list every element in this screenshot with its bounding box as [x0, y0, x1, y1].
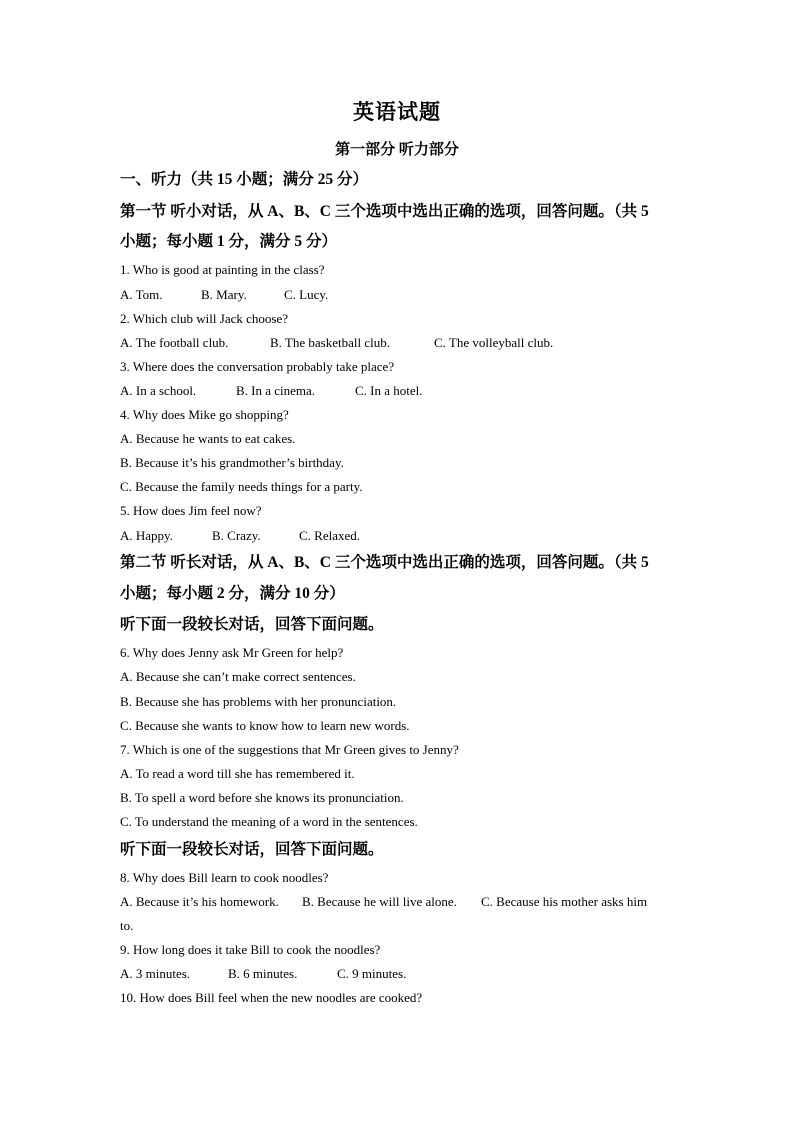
question-9-option-a: A. 3 minutes.: [120, 966, 191, 981]
question-4-option-c: C. Because the family needs things for a party.: [120, 479, 363, 494]
question-4-option-a: A. Because he wants to eat cakes.: [120, 431, 296, 446]
question-6-option-b: B. Because she has problems with her pronunciation.: [120, 694, 397, 709]
question-2-option-a: A. The football club.: [120, 335, 229, 350]
question-7-option-c: C. To understand the meaning of a word in the sentences.: [120, 814, 418, 829]
listen-heading-1: 听下面一段较长对话，回答下面问题。: [120, 616, 384, 633]
question-9-option-b: B. 6 minutes.: [228, 966, 298, 981]
question-2-stem: 2. Which club will Jack choose?: [120, 311, 288, 326]
section1-instruction-line1: 第一节 听小对话，从 A、B、C 三个选项中选出正确的选项，回答问题。（共 5: [120, 203, 649, 220]
question-5-option-b: B. Crazy.: [212, 528, 261, 543]
question-1-option-c: C. Lucy.: [284, 287, 329, 302]
section2-instruction-line1: 第二节 听长对话，从 A、B、C 三个选项中选出正确的选项，回答问题。（共 5: [120, 554, 649, 571]
part-title: 第一部分 听力部分: [335, 142, 459, 158]
question-3-stem: 3. Where does the conversation probably take place?: [120, 359, 395, 374]
question-1-option-b: B. Mary.: [201, 287, 247, 302]
question-8-option-a: A. Because it’s his homework.: [120, 894, 279, 909]
question-6-option-c: C. Because she wants to know how to learn new words.: [120, 718, 410, 733]
section1-instruction-line2: 小题；每小题 1 分，满分 5 分）: [120, 233, 338, 250]
question-3-option-a: A. In a school.: [120, 383, 197, 398]
question-8-option-c: C. Because his mother asks him: [481, 894, 648, 909]
question-5-option-c: C. Relaxed.: [299, 528, 361, 543]
listen-heading-2: 听下面一段较长对话，回答下面问题。: [120, 841, 384, 858]
question-6-stem: 6. Why does Jenny ask Mr Green for help?: [120, 645, 344, 660]
question-5-stem: 5. How does Jim feel now?: [120, 503, 262, 518]
question-6-option-a: A. Because she can’t make correct sentences.: [120, 669, 356, 684]
question-1-option-a: A. Tom.: [120, 287, 163, 302]
question-8-option-b: B. Because he will live alone.: [302, 894, 457, 909]
question-4-stem: 4. Why does Mike go shopping?: [120, 407, 289, 422]
question-3-option-b: B. In a cinema.: [236, 383, 316, 398]
question-7-stem: 7. Which is one of the suggestions that Mr Green gives to Jenny?: [120, 742, 459, 757]
question-8-stem: 8. Why does Bill learn to cook noodles?: [120, 870, 329, 885]
page-title: 英语试题: [353, 100, 441, 124]
question-2-option-c: C. The volleyball club.: [434, 335, 554, 350]
section2-instruction-line2: 小题；每小题 2 分，满分 10 分）: [120, 585, 345, 602]
question-4-option-b: B. Because it’s his grandmother’s birthday.: [120, 455, 344, 470]
question-5-option-a: A. Happy.: [120, 528, 173, 543]
question-1-stem: 1. Who is good at painting in the class?: [120, 262, 325, 277]
question-9-stem: 9. How long does it take Bill to cook the noodles?: [120, 942, 381, 957]
question-7-option-a: A. To read a word till she has remembered it.: [120, 766, 355, 781]
question-8-option-c-continued: to.: [120, 918, 134, 933]
question-3-option-c: C. In a hotel.: [355, 383, 423, 398]
question-9-option-c: C. 9 minutes.: [337, 966, 407, 981]
question-7-option-b: B. To spell a word before she knows its pronunciation.: [120, 790, 404, 805]
question-10-stem: 10. How does Bill feel when the new noodles are cooked?: [120, 990, 423, 1005]
question-2-option-b: B. The basketball club.: [270, 335, 390, 350]
section-heading: 一、听力（共 15 小题；满分 25 分）: [120, 171, 369, 188]
